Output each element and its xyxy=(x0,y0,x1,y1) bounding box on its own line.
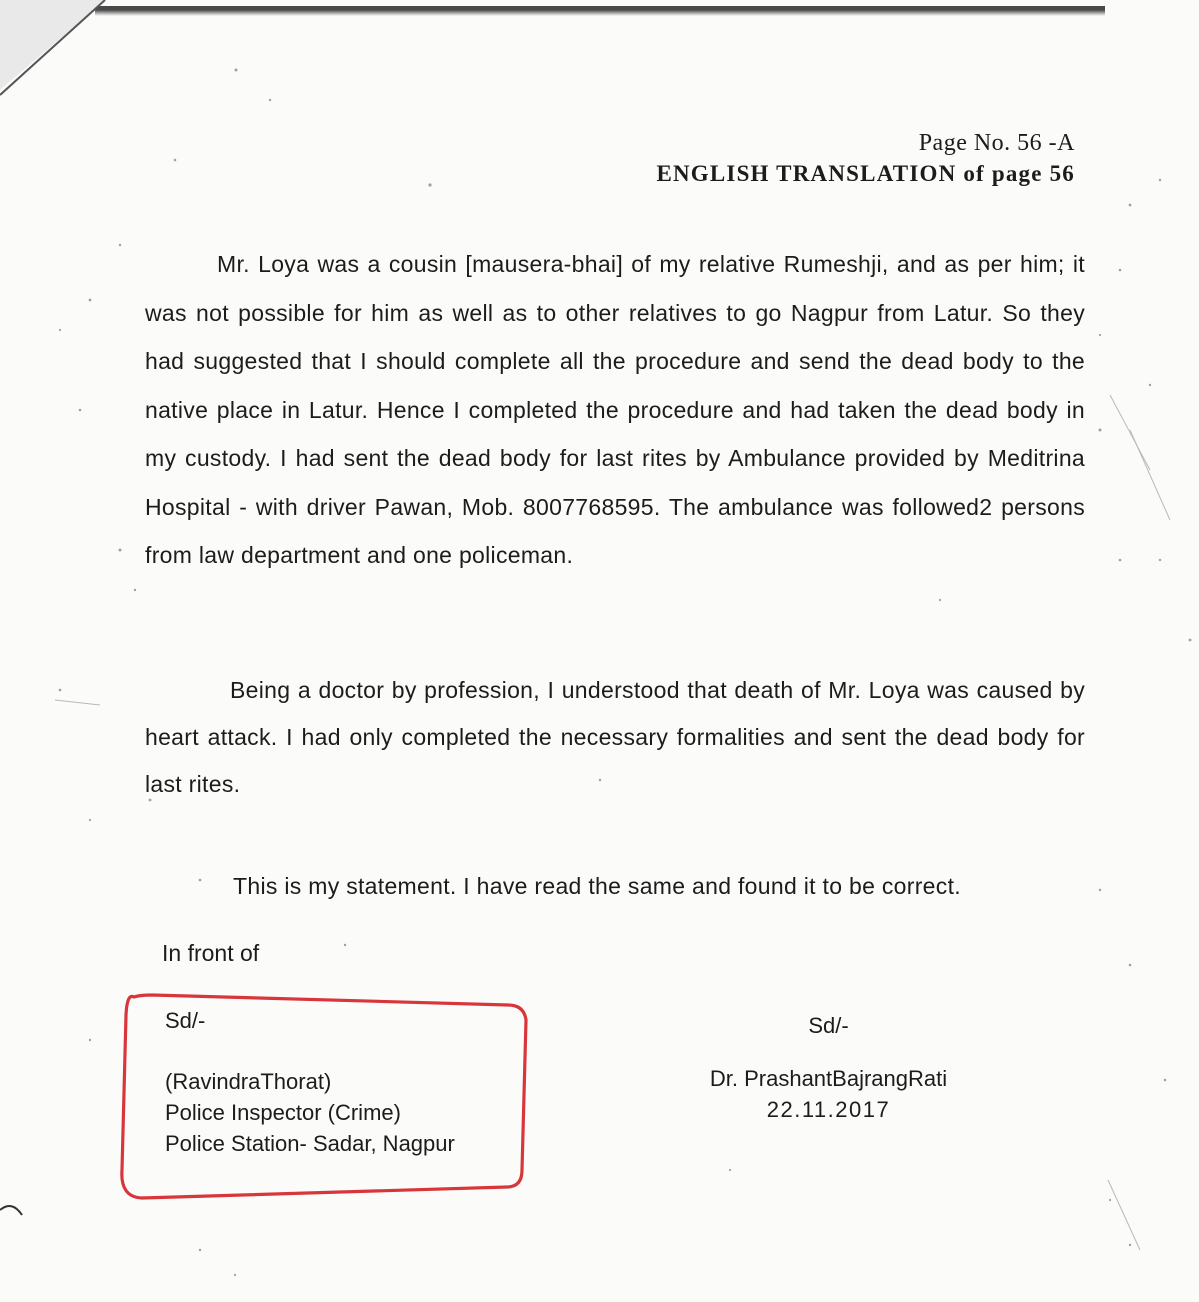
statement-paragraph-2: Being a doctor by profession, I understood that death of Mr. Loya was caused by heart attack. I had only completed the necessary formalities and sent the dead body for last rites. xyxy=(145,677,1085,797)
page-number: Page No. 56 -A xyxy=(918,130,1075,156)
witness-station: Police Station- Sadar, Nagpur xyxy=(165,1131,455,1156)
statement-date: 22.11.2017 xyxy=(766,1097,891,1122)
witness-designation: Police Inspector (Crime) xyxy=(165,1100,401,1125)
red-highlight-box xyxy=(112,985,542,1210)
statement-paragraph-1: Mr. Loya was a cousin [mausera-bhai] of my relative Rumeshji, and as per him; it was not possible for him as well as to other relatives to go Nagpur from Latur. So they had suggested that I should complete all the procedure and send the dead body to the native place in Latur. Hence I completed the procedure and had taken the dead body in my custody. I had sent the dead body for last rites by Ambulance provided by Meditrina Hospital - with driver Pawan, Mob. 8007768595. The ambulance was followed2 persons from law department and one policeman. xyxy=(145,251,1085,568)
statement-paragraph-3: This is my statement. I have read the same and found it to be correct. xyxy=(233,873,961,899)
deponent-sd: Sd/- xyxy=(808,1013,849,1038)
deponent-name: Dr. PrashantBajrangRati xyxy=(709,1066,948,1091)
page-header xyxy=(656,128,1075,190)
scan-top-edge xyxy=(95,6,1105,16)
translation-title: ENGLISH TRANSLATION of page 56 xyxy=(656,161,1075,186)
in-front-of-label: In front of xyxy=(162,940,260,966)
witness-sd: Sd/- xyxy=(165,1008,206,1033)
witness-name: (RavindraThorat) xyxy=(165,1069,332,1094)
folded-corner xyxy=(0,0,140,110)
deponent-signature-block xyxy=(676,1010,981,1125)
